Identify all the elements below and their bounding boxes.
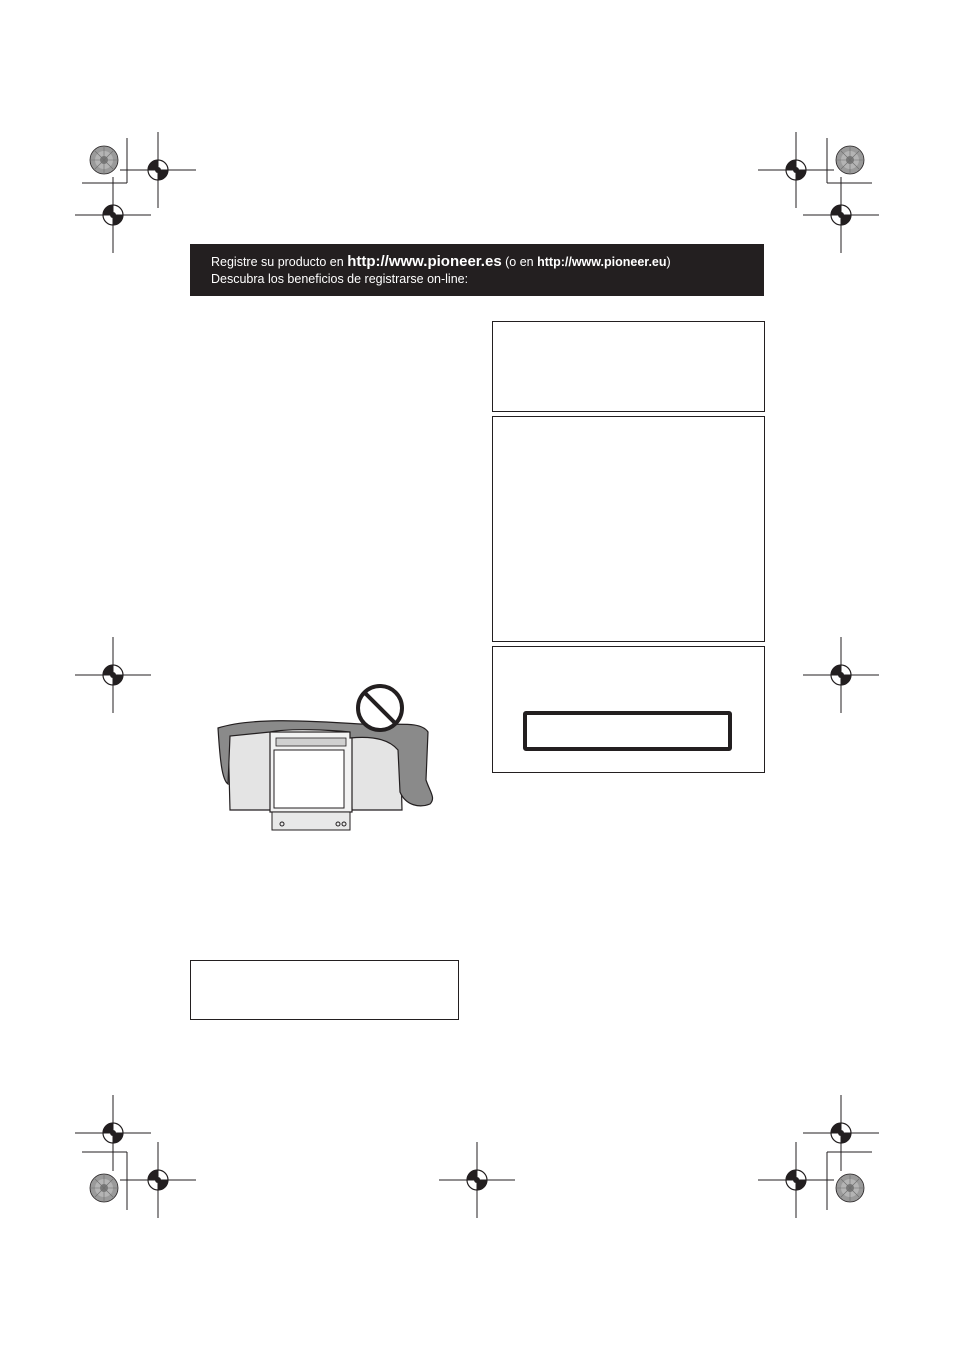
registration-mark-icon xyxy=(803,177,879,253)
registration-mark-icon xyxy=(75,637,151,713)
pioneer-eu-link[interactable]: http://www.pioneer.eu xyxy=(537,255,667,269)
color-wheel-icon xyxy=(90,1174,118,1202)
registration-mark-icon xyxy=(75,177,151,253)
registration-mark-icon xyxy=(758,1142,834,1218)
pioneer-es-link[interactable]: http://www.pioneer.es xyxy=(347,253,502,270)
registration-mark-icon xyxy=(803,1095,879,1171)
registration-mark-icon xyxy=(439,1142,515,1218)
registration-mark-icon xyxy=(120,132,196,208)
registration-mark-icon xyxy=(75,1095,151,1171)
color-wheel-icon xyxy=(836,1174,864,1202)
color-wheel-icon xyxy=(90,146,118,174)
registration-mark-icon xyxy=(803,637,879,713)
alt-close-text: ) xyxy=(666,255,671,269)
banner-line-2: Descubra los beneficios de registrarse on-line: xyxy=(211,272,469,286)
registration-mark-icon xyxy=(758,132,834,208)
alt-open-text: (o en xyxy=(501,255,538,269)
registration-mark-icon xyxy=(120,1142,196,1218)
color-wheel-icon xyxy=(836,146,864,174)
register-prefix: Registre su producto en xyxy=(211,255,348,269)
